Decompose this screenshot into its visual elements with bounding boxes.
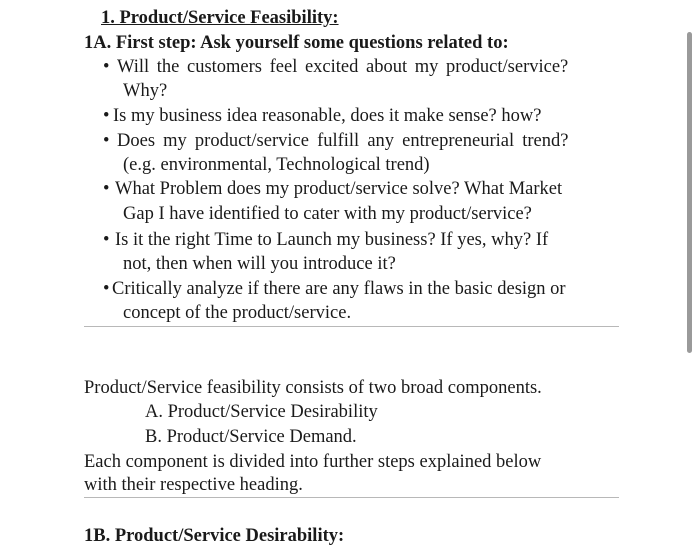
vertical-scrollbar[interactable] (687, 32, 692, 353)
bullet-icon: • (103, 230, 110, 250)
bullet-icon: • (103, 131, 110, 151)
divider (84, 326, 619, 327)
bullet-icon: • (103, 106, 110, 126)
bullet-3-line-1: Does my product/service fulfill any entrepreneurial trend? (117, 131, 569, 151)
bullet-5-line-1: Is it the right Time to Launch my business? If yes, why? If (115, 230, 549, 250)
section-1b-heading: 1B. Product/Service Desirability: (84, 526, 345, 546)
subheading: 1A. First step: Ask yourself some questions related to: (84, 33, 509, 53)
section-number-heading (101, 6, 339, 30)
section-heading: 1. Product/Service Feasibility: (101, 8, 339, 28)
bullet-icon: • (103, 179, 110, 199)
bullet-icon: • (103, 57, 110, 77)
divider (84, 497, 619, 498)
bullet-icon: • (103, 279, 110, 299)
components-outro-line-1: Each component is divided into further steps explained below (84, 452, 542, 472)
bullet-4-line-1: What Problem does my product/service solve? What Market (115, 179, 563, 199)
components-outro-line-2: with their respective heading. (84, 475, 303, 495)
components-intro: Product/Service feasibility consists of two broad components. (84, 378, 542, 398)
bullet-6-line-1: Critically analyze if there are any flaws in the basic design or (112, 279, 566, 299)
component-b: B. Product/Service Demand. (145, 427, 357, 447)
bullet-1-line-1: Will the customers feel excited about my product/service? (117, 57, 569, 77)
bullet-3-line-2: (e.g. environmental, Technological trend) (123, 155, 430, 175)
component-a: A. Product/Service Desirability (145, 402, 378, 422)
bullet-2-line-1: Is my business idea reasonable, does it make sense? how? (113, 106, 542, 126)
bullet-6-line-2: concept of the product/service. (123, 303, 352, 323)
bullet-5-line-2: not, then when will you introduce it? (123, 254, 396, 274)
bullet-1-line-2: Why? (123, 81, 168, 101)
bullet-4-line-2: Gap I have identified to cater with my product/service? (123, 204, 532, 224)
